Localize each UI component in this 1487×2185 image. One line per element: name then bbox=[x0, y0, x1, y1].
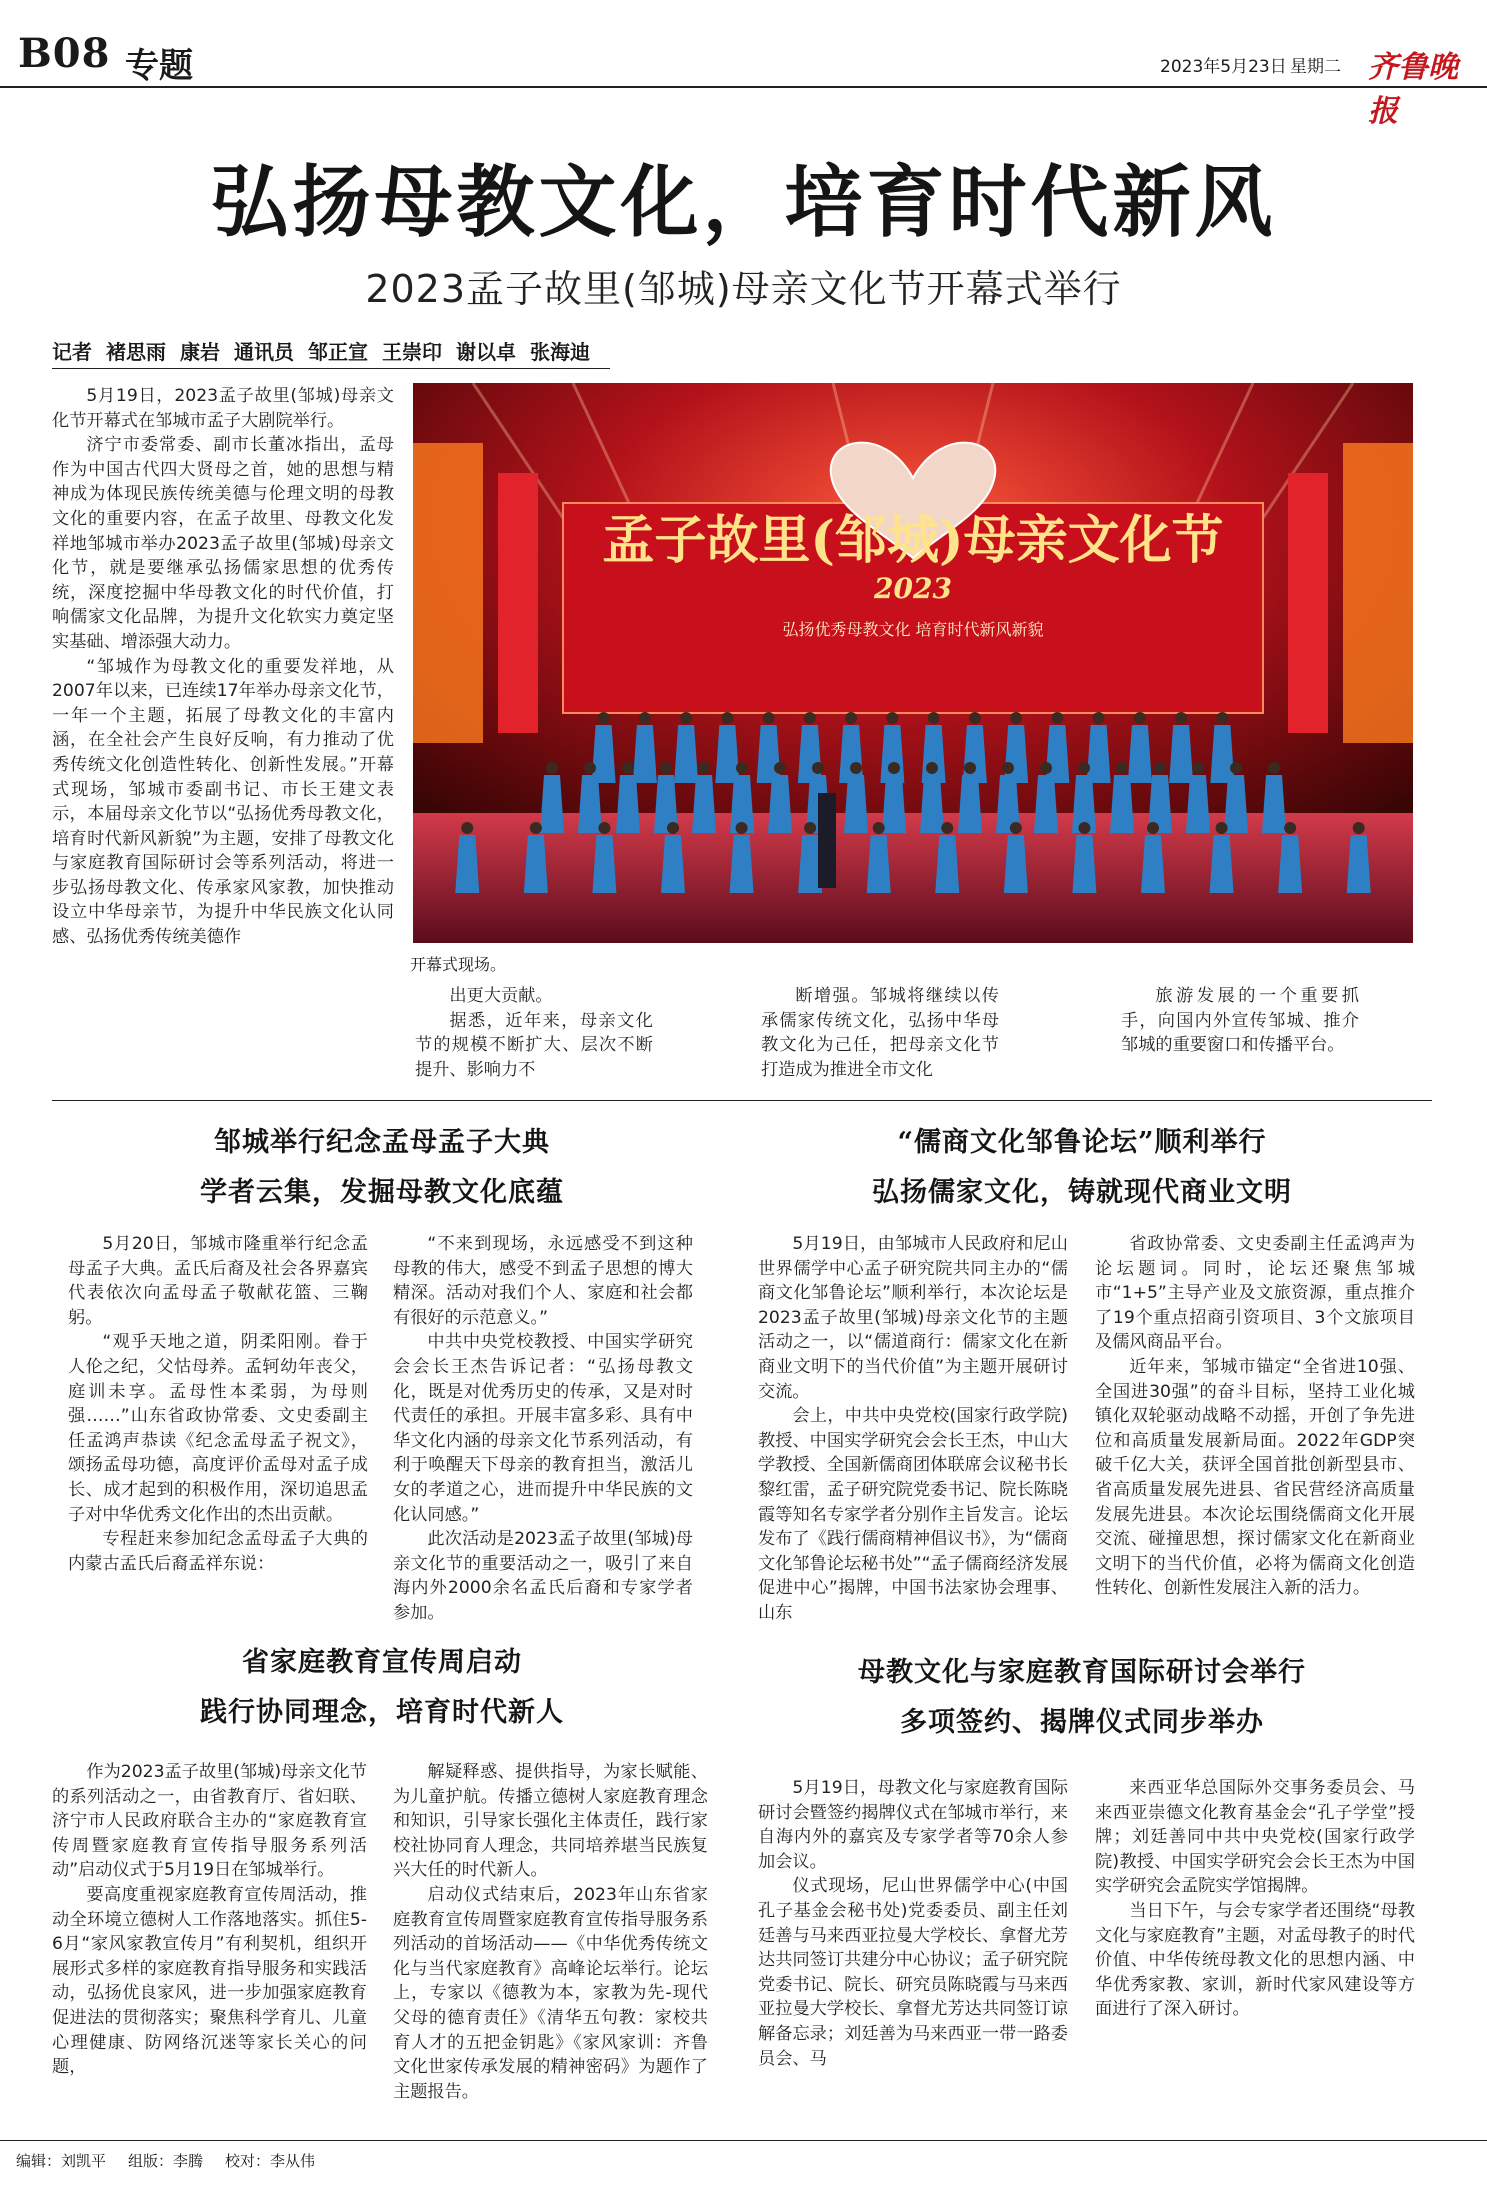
choir-singer bbox=[730, 835, 754, 893]
header-rule bbox=[0, 86, 1487, 88]
choir-singer bbox=[1034, 775, 1058, 833]
photo-caption: 开幕式现场。 bbox=[410, 955, 507, 974]
choir-singer bbox=[839, 725, 863, 783]
choir-singer bbox=[1072, 835, 1096, 893]
byline-label: 通讯员 bbox=[234, 340, 294, 364]
section4-col2: 来西亚华总国际外交事务委员会、马来西亚崇德文化教育基金会“孔子学堂”授牌；刘廷善同中共中央党校(国家行政学院)教授、中国实学研究会会长王杰为中国实学研究会孟院实学馆揭牌。 当日下午，与会专家学者还围绕“母教文化与家庭教育”主题，对孟母教子的时代价值、中华传统母教文化的思想内涵、中华优秀家教、家训，新时代家风建设等方面进行了深入研讨。 bbox=[1095, 1778, 1415, 2020]
stage-illustration bbox=[413, 383, 1413, 943]
choir-singer bbox=[633, 725, 657, 783]
issue-weekday: 星期二 bbox=[1290, 57, 1341, 77]
choir-singer bbox=[867, 835, 891, 893]
footer-rule bbox=[0, 2140, 1487, 2141]
choir-singer bbox=[1210, 725, 1234, 783]
choir-singer bbox=[578, 775, 602, 833]
choir-singer bbox=[661, 835, 685, 893]
choir-singer bbox=[1004, 835, 1028, 893]
section-name: 专题 bbox=[125, 46, 193, 86]
choir-singer bbox=[674, 725, 698, 783]
section3-subtitle: 践行协同理念，培育时代新人 bbox=[200, 1697, 564, 1728]
choir-singer bbox=[1169, 725, 1193, 783]
choir-singer bbox=[715, 725, 739, 783]
page-subheadline: 2023孟子故里(邹城)母亲文化节开幕式举行 bbox=[365, 267, 1122, 311]
section4-subtitle: 多项签约、揭牌仪式同步举办 bbox=[900, 1707, 1264, 1738]
issue-date: 2023年5月23日 bbox=[1160, 57, 1287, 77]
main-article-col3: 断增强。邹城将继续以传承儒家传统文化，弘扬中华母教文化为己任，把母亲文化节打造成为推进全市文化 bbox=[761, 986, 999, 1080]
choir-singer bbox=[524, 835, 548, 893]
banner-title: 孟子故里(邹城)母亲文化节 bbox=[602, 510, 1224, 571]
choir-singer bbox=[1347, 835, 1371, 893]
byline-name: 谢以卓 bbox=[456, 340, 516, 364]
banner-slogan: 弘扬优秀母教文化 培育时代新风新貌 bbox=[782, 620, 1044, 639]
host-figure bbox=[818, 793, 836, 888]
choir-singer bbox=[768, 775, 792, 833]
choir-singer bbox=[958, 775, 982, 833]
choir-singer bbox=[1128, 725, 1152, 783]
byline-name: 王崇印 bbox=[382, 340, 442, 364]
choir-singer bbox=[844, 775, 868, 833]
section2-col2: 省政协常委、文史委副主任孟鸿声为论坛题词。同时，论坛还聚焦邹城市“1+5”主导产业及文旅资源，重点推介了19个重点招商引资项目、3个文旅项目及儒风商品平台。 近年来，邹城市锚定“全省进10强、全国进30强”的奋斗目标，坚持工业化城镇化双轮驱动战略不动摇，开创了争先进位和高质量发展新局面。2022年GDP突破千亿大关，获评全国首批创新型县市、省高质量发展先进县、省民营经济高质量发展先进县。本次论坛围绕儒商文化开展交流、碰撞思想，探讨儒家文化在新商业文明下的当代价值，必将为儒商文化创造性转化、创新性发展注入新的活力。 bbox=[1095, 1234, 1415, 1599]
credit-layout: 组版：李腾 bbox=[128, 2152, 204, 2170]
main-article-col1: 5月19日，2023孟子故里(邹城)母亲文化节开幕式在邹城市孟子大剧院举行。 济宁市委常委、副市长董冰指出，孟母作为中国古代四大贤母之首，她的思想与精神成为体现民族传统美德与伦理文明的母教文化的重要内容，在孟子故里、母教文化发祥地邹城市举办2023孟子故里(邹城)母亲文化节，就是要继承弘扬儒家思想的优秀传统，深度挖掘中华母教文化的时代价值，打响儒家文化品牌，为提升文化软实力奠定坚实基础、增添强大动力。 “邹城作为母教文化的重要发祥地，从2007年以来，已连续17年举办母亲文化节，一年一个主题，拓展了母教文化的丰富内涵，在全社会产生良好反响，有力推动了优秀传统文化创造性转化、创新性发展。”开幕式现场，邹城市委副书记、市长王建文表示，本届母亲文化节以“弘扬优秀母教文化，培育时代新风新貌”为主题，安排了母教文化与家庭教育国际研讨会等系列活动，将进一步弘扬母教文化、传承家风家教，加快推动设立中华母亲节，为提升中华民族文化认同感、弘扬优秀传统美德作 bbox=[52, 386, 394, 948]
section3-col1: 作为2023孟子故里(邹城)母亲文化节的系列活动之一，由省教育厅、省妇联、济宁市人民政府联合主办的“家庭教育宣传周暨家庭教育宣传指导服务系列活动”启动仪式于5月19日在邹城举行。 要高度重视家庭教育宣传周活动，推动全环境立德树人工作落地落实。抓住5-6月“家风家教宣传月”有利契机，组织开展形式多样的家庭教育指导服务和实践活动，弘扬优良家风，进一步加强家庭教育促进法的贯彻落实；聚焦科学育儿、儿童心理健康、防网络沉迷等家长关心的问题， bbox=[52, 1762, 367, 2078]
choir-singer bbox=[757, 725, 781, 783]
section-divider bbox=[52, 1100, 1432, 1101]
byline bbox=[52, 336, 604, 365]
section1-subtitle: 学者云集，发掘母教文化底蕴 bbox=[200, 1177, 564, 1208]
byline-name: 邹正宣 bbox=[308, 340, 368, 364]
main-article-col4: 旅游发展的一个重要抓手，向国内外宣传邹城、推介邹城的重要窗口和传播平台。 bbox=[1121, 986, 1359, 1056]
section3-title: 省家庭教育宣传周启动 bbox=[242, 1647, 522, 1678]
byline-label: 记者 bbox=[52, 340, 92, 364]
page-code: B08 bbox=[18, 30, 111, 77]
byline-name: 褚思雨 bbox=[106, 340, 166, 364]
choir-singer bbox=[963, 725, 987, 783]
section3-col2: 解疑释惑、提供指导，为家长赋能、为儿童护航。传播立德树人家庭教育理念和知识，引导家长强化主体责任，践行家校社协同育人理念，共同培养堪当民族复兴大任的时代新人。 启动仪式结束后，2023年山东省家庭教育宣传周暨家庭教育宣传指导服务系列活动的首场活动——《中华优秀传统文化与当代家庭教育》高峰论坛举行。论坛上，专家以《德教为本，家教为先-现代父母的德育责任》《清华五句教：家校共育人才的五把金钥匙》《家风家训：齐鲁文化世家传承发展的精神密码》为题作了主题报告。 bbox=[393, 1762, 708, 2102]
choir-singer bbox=[1004, 725, 1028, 783]
choir-singer bbox=[540, 775, 564, 833]
opening-ceremony-photo bbox=[413, 383, 1413, 943]
choir-singer bbox=[880, 725, 904, 783]
choir-singer bbox=[692, 775, 716, 833]
choir-singer bbox=[616, 775, 640, 833]
choir-singer bbox=[1110, 775, 1134, 833]
main-article-col2: 出更大贡献。 据悉，近年来，母亲文化节的规模不断扩大、层次不断提升、影响力不 bbox=[415, 986, 653, 1080]
section1-col1: 5月20日，邹城市隆重举行纪念孟母孟子大典。孟氏后裔及社会各界嘉宾代表依次向孟母孟子敬献花篮、三鞠躬。 “观乎天地之道，阴柔阳刚。眷于人伦之纪，父怙母养。孟轲幼年丧父，庭训未享。孟母性本柔弱，为母则强……”山东省政协常委、文史委副主任孟鸿声恭读《纪念孟母孟子祝文》，颂扬孟母功德，高度评价孟母对孟子成长、成才起到的积极作用，深切追思孟子对中华优秀文化作出的杰出贡献。 专程赶来参加纪念孟母孟子大典的内蒙古孟氏后裔孟祥东说： bbox=[68, 1234, 368, 1574]
section2-subtitle: 弘扬儒家文化，铸就现代商业文明 bbox=[872, 1177, 1292, 1208]
banner-year: 2023 bbox=[874, 572, 952, 605]
choir-singer bbox=[935, 835, 959, 893]
choir-singer bbox=[1224, 775, 1248, 833]
byline-rule bbox=[52, 368, 610, 369]
choir-singer bbox=[1210, 835, 1234, 893]
section4-col1: 5月19日，母教文化与家庭教育国际研讨会暨签约揭牌仪式在邹城市举行，来自海内外的嘉宾及专家学者等70余人参加会议。 仪式现场，尼山世界儒学中心(中国孔子基金会秘书处)党委委员、副主任刘廷善与马来西亚拉曼大学校长、拿督尤芳达共同签订共建分中心协议；孟子研究院党委书记、院长、研究员陈晓霞与马来西亚拉曼大学校长、拿督尤芳达共同签订谅解备忘录；刘廷善为马来西亚一带一路委员会、马 bbox=[758, 1778, 1068, 2069]
section2-title: “儒商文化邹鲁论坛”顺利举行 bbox=[897, 1127, 1267, 1158]
page-headline: 弘扬母教文化，培育时代新风 bbox=[210, 157, 1277, 248]
credit-editor: 编辑：刘凯平 bbox=[16, 2152, 107, 2170]
choir-singer bbox=[1186, 775, 1210, 833]
choir-singer bbox=[922, 725, 946, 783]
choir-singer bbox=[592, 835, 616, 893]
section4-title: 母教文化与家庭教育国际研讨会举行 bbox=[858, 1657, 1306, 1688]
choir-singer bbox=[455, 835, 479, 893]
credit-proofread: 校对：李从伟 bbox=[225, 2152, 316, 2170]
byline-name: 康岩 bbox=[180, 340, 220, 364]
choir-singer bbox=[798, 725, 822, 783]
choir-singer bbox=[1262, 775, 1286, 833]
choir-singer bbox=[1087, 725, 1111, 783]
choir-singer bbox=[592, 725, 616, 783]
choir-singer bbox=[1141, 835, 1165, 893]
choir-singer bbox=[920, 775, 944, 833]
byline-name: 张海迪 bbox=[530, 340, 590, 364]
section1-title: 邹城举行纪念孟母孟子大典 bbox=[214, 1127, 550, 1158]
section2-col1: 5月19日，由邹城市人民政府和尼山世界儒学中心孟子研究院共同主办的“儒商文化邹鲁论坛”顺利举行，本次论坛是2023孟子故里(邹城)母亲文化节的主题活动之一，以“儒道商行：儒家文化在新商业文明下的当代价值”为主题开展研讨交流。 会上，中共中央党校(国家行政学院)教授、中国实学研究会会长王杰，中山大学教授、全国新儒商团体联席会议秘书长黎红雷，孟子研究院党委书记、院长陈晓霞等知名专家学者分别作主旨发言。论坛发布了《践行儒商精神倡议书》，为“儒商文化邹鲁论坛秘书处”“孟子儒商经济发展促进中心”揭牌，中国书法家协会理事、山东 bbox=[758, 1234, 1068, 1623]
choir-singer bbox=[1278, 835, 1302, 893]
choir-singer bbox=[882, 775, 906, 833]
section1-col2: “不来到现场，永远感受不到这种母教的伟大，感受不到孟子思想的博大精深。活动对我们个人、家庭和社会都有很好的示范意义。” 中共中央党校教授、中国实学研究会会长王杰告诉记者：“弘扬母教文化，既是对优秀历史的传承，又是对时代责任的承担。开展丰富多彩、具有中华文化内涵的母亲文化节系列活动，有利于唤醒天下母亲的教育担当，激活儿女的孝道之心，进而提升中华民族的文化认同感。” 此次活动是2023孟子故里(邹城)母亲文化节的重要活动之一，吸引了来自海内外2000余名孟氏后裔和专家学者参加。 bbox=[393, 1234, 693, 1623]
credits bbox=[16, 2150, 337, 2171]
newspaper-logo: 齐鲁晚报 bbox=[1368, 50, 1458, 129]
choir-singer bbox=[1045, 725, 1069, 783]
